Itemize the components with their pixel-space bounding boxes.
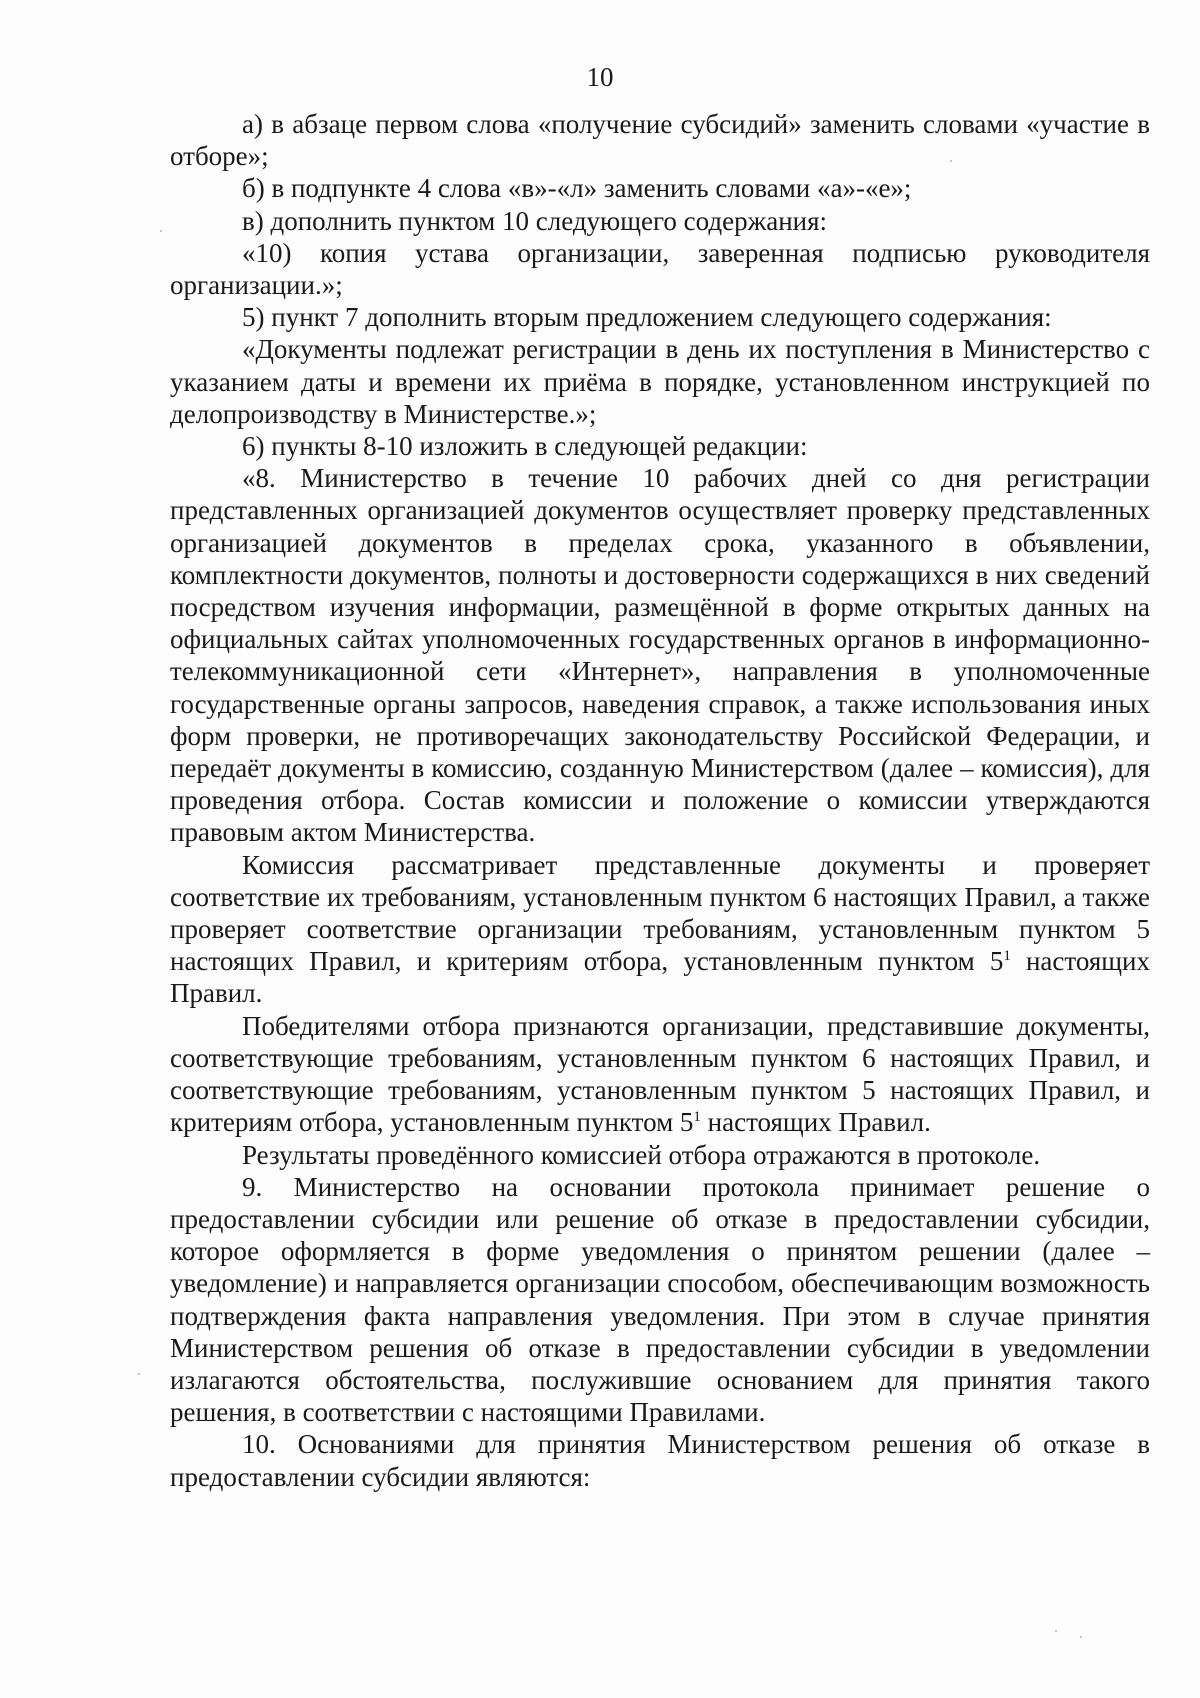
paragraph-results: Результаты проведённого комиссией отбора отражаются в протоколе. (242, 1139, 1041, 1170)
paragraph-clause-9: 9. Министерство на основании протокола принимает решение о предоставлении субсидии или решение об отказе в предоставлении субсидии, которое оформляется в форме уведомления о принятом решении (далее – уведомление) и направляется организации способом, обеспечивающим возможность подтверждения факта направления уведомления. При этом в случае принятия Министерством решения об отказе в предоставлении субсидии в уведомлении излагаются обстоятельства, послужившие основанием для принятия такого решения, в соответствии с настоящими Правилами. (170, 1171, 1150, 1428)
paragraph-commission-text: Комиссия рассматривает представленные документы и проверяет соответствие их требованиям, установленным пунктом 6 настоящих Правил, а также проверяет соответствие организации требованиям, установленным пунктом 5 настоящих Правил, и критериям отбора, установленным пунктом 5 (170, 849, 1150, 977)
paragraph-documents-registration: «Документы подлежат регистрации в день их поступления в Министерство с указанием даты и времени их приёма в порядке, установленном инструкцией по делопроизводству в Министерстве.»; (170, 334, 1150, 429)
document-body (170, 108, 1150, 1493)
scan-speck (138, 1373, 140, 1375)
paragraph-winners-text: Победителями отбора признаются организации, представившие документы, соответствующие требованиям, установленным пунктом 6 настоящих Правил, и соответствующие требованиям, установленным пунктом 5 настоящих Правил, и критериям отбора, установленным пунктом 5 (170, 1010, 1150, 1138)
scan-speck (160, 230, 162, 232)
paragraph-a: а) в абзаце первом слова «получение субсидий» заменить словами «участие в отборе»; (170, 109, 1150, 172)
paragraph-commission (170, 849, 1150, 1010)
paragraph-clause-8: «8. Министерство в течение 10 рабочих дней со дня регистрации представленных организацией документов осуществляет проверку представленных организацией документов в пределах срока, указанного в объявлении, комплектности документов, полноты и достоверности содержащихся в них сведений посредством изучения информации, размещённой в форме открытых данных на официальных сайтах уполномоченных государственных органов в информационно-телекоммуникационной сети «Интернет», направления в уполномоченные государственные органы запросов, наведения справок, а также использования иных форм проверки, не противоречащих законодательству Российской Федерации, и передаёт документы в комиссию, созданную Министерством (далее – комиссия), для проведения отбора. Состав комиссии и положение о комиссии утверждаются правовым актом Министерства. (170, 463, 1150, 848)
paragraph-clause-10: 10. Основаниями для принятия Министерством решения об отказе в предоставлении субсидии являются: (170, 1429, 1150, 1492)
superscript-1: 1 (1003, 948, 1011, 965)
paragraph-item-6: 6) пункты 8-10 изложить в следующей редакции: (242, 431, 808, 462)
paragraph-v: в) дополнить пунктом 10 следующего содержания: (242, 205, 828, 236)
paragraph-commission-tail: настоящих Правил. (170, 946, 1150, 1009)
paragraph-item-5: 5) пункт 7 дополнить вторым предложением следующего содержания: (242, 302, 1052, 333)
scan-speck (950, 160, 952, 162)
scan-speck (1080, 1636, 1082, 1638)
scan-speck (1055, 1630, 1057, 1632)
page-number: 10 (586, 62, 614, 92)
paragraph-b: б) в подпункте 4 слова «в»-«л» заменить словами «а»-«е»; (242, 173, 912, 204)
paragraph-item-10-charter: «10) копия устава организации, заверенная подписью руководителя организации.»; (170, 237, 1150, 301)
paragraph-winners-tail: настоящих Правил. (700, 1107, 931, 1138)
superscript-1: 1 (693, 1109, 701, 1126)
paragraph-winners (170, 1010, 1150, 1139)
